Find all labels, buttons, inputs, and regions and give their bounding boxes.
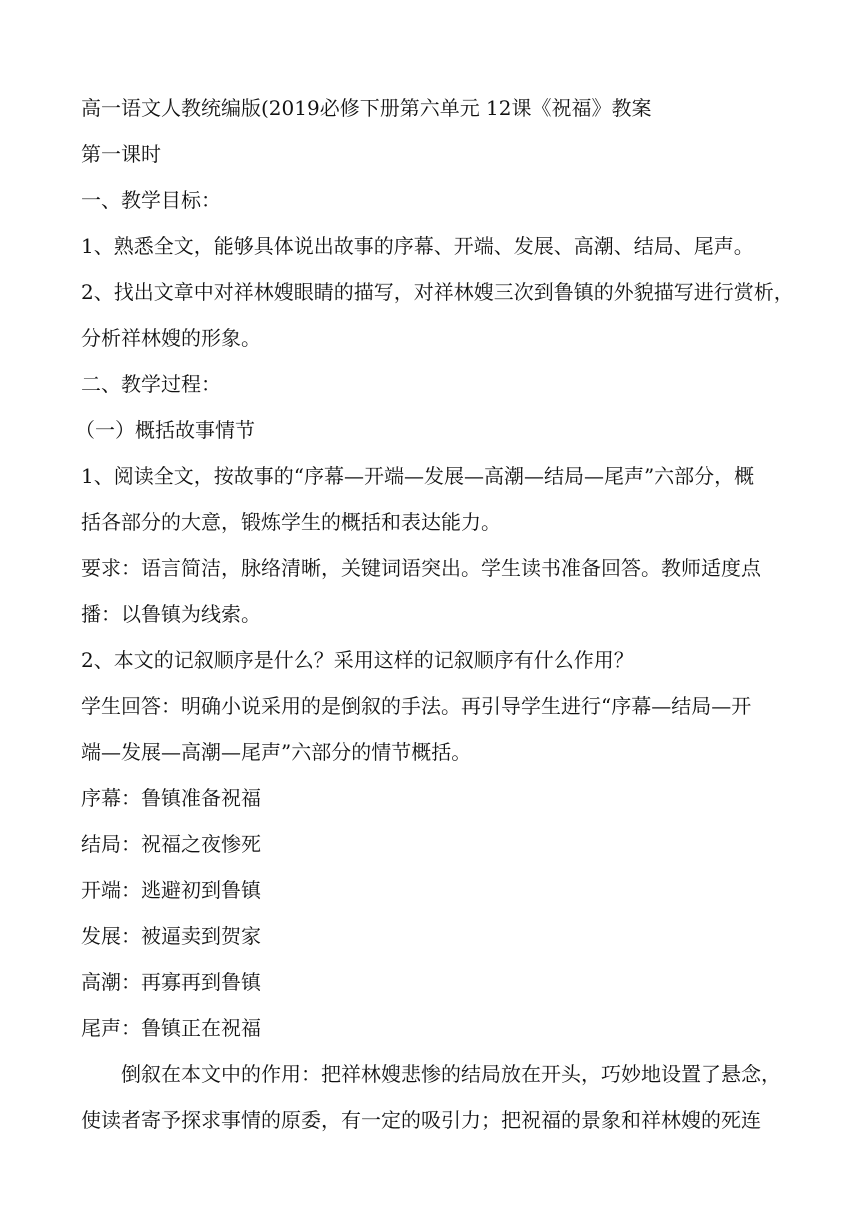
plot-item-climax: 高潮：再寡再到鲁镇: [81, 970, 261, 994]
subsection-heading-plot: （一）概括故事情节: [75, 418, 255, 442]
plot-item-epilogue: 尾声：鲁镇正在祝福: [81, 1016, 261, 1040]
question-2: 2、本文的记叙顺序是什么？采用这样的记叙顺序有什么作用？: [81, 648, 634, 672]
lesson-label: 第一课时: [81, 142, 161, 166]
document-body: [75, 93, 794, 1151]
question-1-line-2: 括各部分的大意，锻炼学生的概括和表达能力。: [81, 510, 501, 534]
plot-item-prologue: 序幕：鲁镇准备祝福: [81, 786, 261, 810]
goal-item-1: 1、熟悉全文，能够具体说出故事的序幕、开端、发展、高潮、结局、尾声。: [81, 234, 754, 258]
answer-line-1: 学生回答：明确小说采用的是倒叙的手法。再引导学生进行“序幕—结局—开: [81, 694, 752, 718]
section-heading-goals: 一、教学目标：: [81, 188, 221, 212]
plot-item-beginning: 开端：逃避初到鲁镇: [81, 878, 261, 902]
answer-line-2: 端—发展—高潮—尾声”六部分的情节概括。: [81, 740, 472, 764]
goal-item-2-continued: 分析祥林嫂的形象。: [81, 326, 261, 350]
goal-item-2: 2、找出文章中对祥林嫂眼睛的描写，对祥林嫂三次到鲁镇的外貌描写进行赏析，: [81, 280, 794, 304]
question-1-line-1: 1、阅读全文，按故事的“序幕—开端—发展—高潮—结局—尾声”六部分，概: [81, 464, 755, 488]
conclusion-line-2: 使读者寄予探求事情的原委，有一定的吸引力；把祝福的景象和祥林嫂的死连: [81, 1108, 761, 1132]
section-heading-process: 二、教学过程：: [81, 372, 221, 396]
document-title: 高一语文人教统编版(2019必修下册第六单元 12课《祝福》教案: [81, 96, 652, 120]
conclusion-line-1: 倒叙在本文中的作用：把祥林嫂悲惨的结局放在开头，巧妙地设置了悬念，: [121, 1062, 781, 1086]
requirement-line-2: 播：以鲁镇为线索。: [81, 602, 261, 626]
plot-item-ending: 结局：祝福之夜惨死: [81, 832, 261, 856]
requirement-line-1: 要求：语言简洁，脉络清晰，关键词语突出。学生读书准备回答。教师适度点: [81, 556, 761, 580]
plot-item-development: 发展：被逼卖到贺家: [81, 924, 261, 948]
